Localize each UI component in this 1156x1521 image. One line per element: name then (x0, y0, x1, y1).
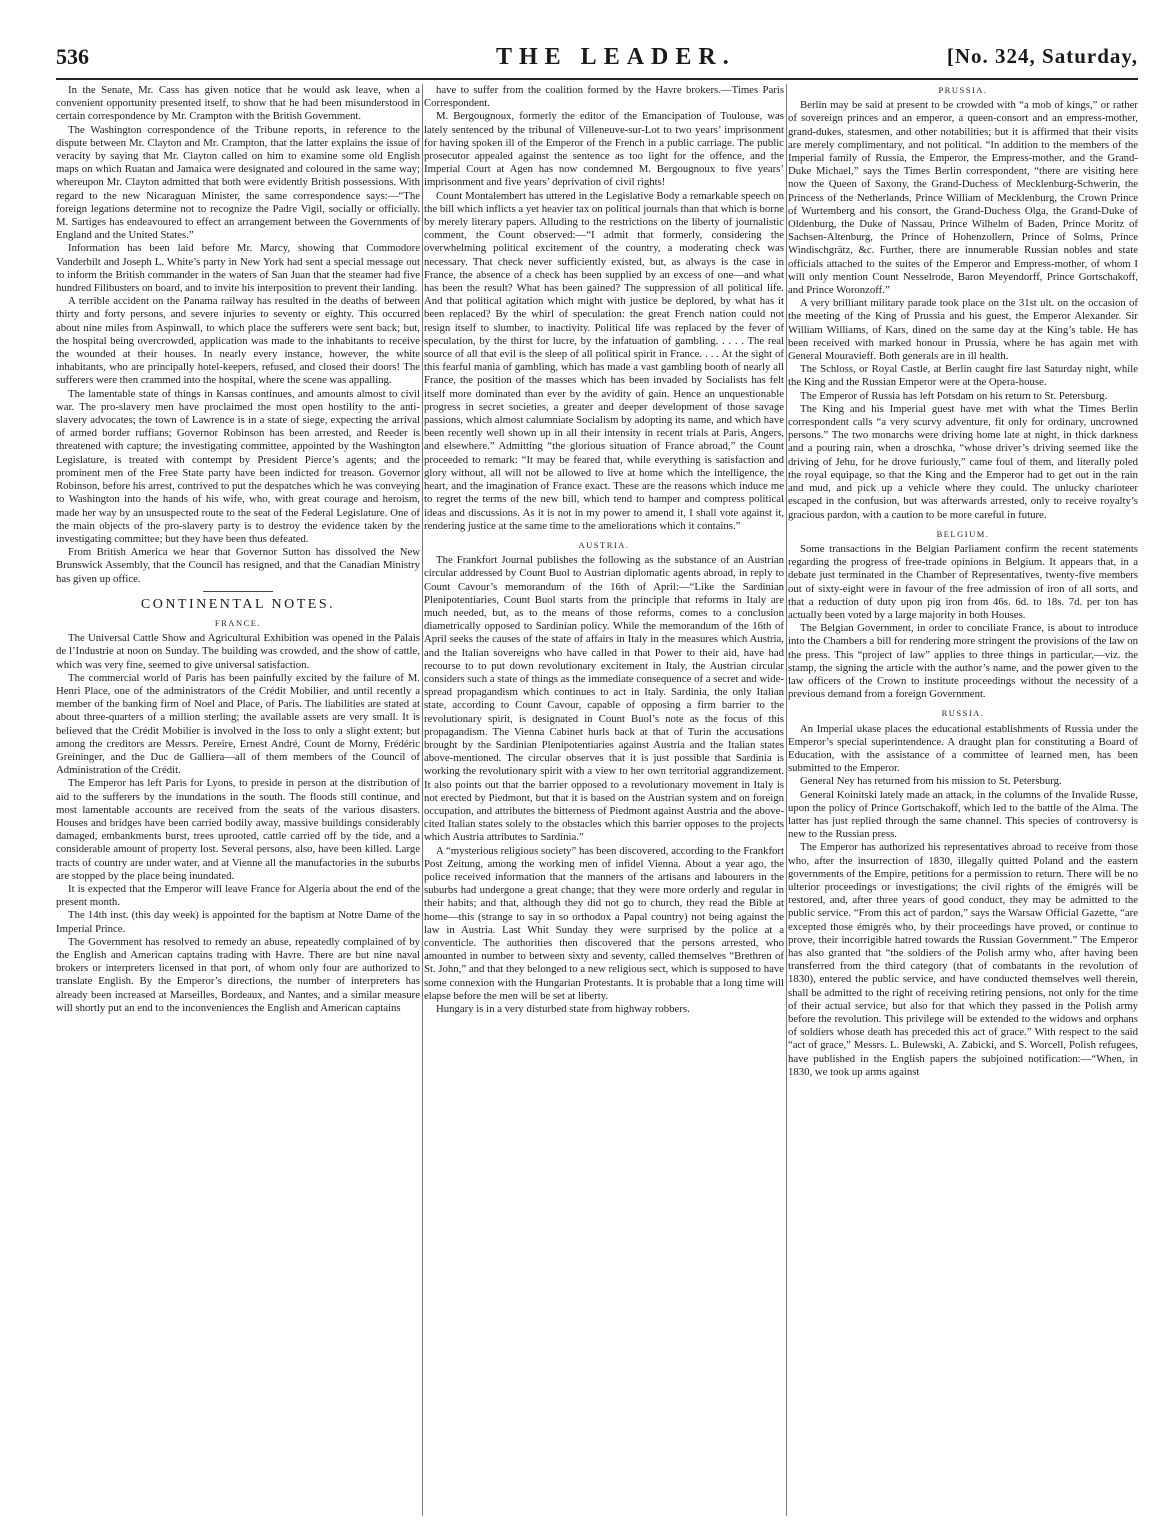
column-1 (56, 84, 420, 1516)
paragraph: Count Montalembert has uttered in the Legislative Body a remarkable speech on the bill which inflicts a yet heavier tax on political journals than that which is borne by merely literary papers. Alluding to the restrictions on the liberty of journalistic comment, the Count observed:—“I admit that formerly, considering the overwhelming political excitement of the country, a moderating check was necessary. That check never sufficiently existed, but, as always is the case in France, the absence of a check has been supplied by an excess of one—and what has been the result? What has been gained? The suppression of all political life. And that political agitation which might with justice be deplored, by what has it been replaced? By the whirl of speculation: the great French nation could not resign itself to slumber, to inactivity. Political life was replaced by the fever of speculation, by the thirst for lucre, by the infatuation of gambling. . . . . The real source of all that evil is the sleep of all political spirit in France. . . . At the sight of this fearful mania of gambling, which has made a vast gambling booth of nearly all France, the position of the masses which has been invaded by Socialists has felt itself more dominated than ever by the avidity of gain. Hence an unquestionable progress in secret societies, a greater and deeper development of those savage passions, which almost calumniate Socialism by adopting its name, and which have been recently well shown up in all their intensity in recent trials at Paris, Angers, and elsewhere.” Admitting “the glorious situation of France abroad,” the Count proceeded to remark: “It may be feared that, while everything is satisfaction and glory without, all will not be allowed to live at home which the intelligence, the heart, and the imagination of France exact. These are the reasons which induce me to regret the terms of the new bill, which tend to hamper and compress political ideas and discussions. As it is not in my power to amend it, I shall vote against it, rendering justice at the same time to the ameliorations which it contains.” (424, 189, 784, 532)
paragraph: The 14th inst. (this day week) is appointed for the baptism at Notre Dame of the Imperial Prince. (56, 909, 420, 935)
paragraph: General Ney has returned from his mission to St. Petersburg. (800, 775, 1062, 788)
paragraph: A terrible accident on the Panama railway has resulted in the deaths of between thirty and forty persons, and severe injuries to seventy or eighty. This occurred about nine miles from Aspinwall, to which place the sufferers were sent back; but, the hospital being overcrowded, application was made to the inhabitants to receive the wounded at their houses. In nearly every instance, however, the white inhabitants, who are principally hotel-keepers, refused, and closed their doors! The sufferers were then crammed into the hospital, where the scene was appalling. (56, 295, 420, 387)
paragraph: M. Bergougnoux, formerly the editor of the Emancipation of Toulouse, was lately sentenced by the tribunal of Villeneuve-sur-Lot to two years’ imprisonment for having spoken ill of the Emperor of the French in a public carriage. The public prosecutor appealed against the sentence as too light for the offence, and the Imperial Court at Agen has now condemned M. Bergougnoux to five years’ imprisonment and five years’ deprivation of civil rights! (424, 110, 784, 189)
subheading-france: FRANCE. (214, 617, 262, 628)
paragraph: The Government has resolved to remedy an abuse, repeatedly complained of by the English and American captains trading with Havre. There are but nine naval brokers or interpreters licensed in that port, of whom only four are authorized to translate English. By the Emperor’s directions, the number of interpreters has already been increased at Marseilles, Bordeaux, and Nantes, and a similar measure will shortly put an end to the inconveniences the English and American captains (56, 935, 420, 1014)
paragraph: From British America we hear that Governor Sutton has dissolved the New Brunswick Assembly, that the Council has resigned, and that the Canadian Ministry has given up office. (56, 546, 420, 585)
subheading-belgium: BELGIUM. (936, 528, 990, 539)
page-number: 536 (56, 44, 89, 69)
paragraph: The Emperor of Russia has left Potsdam on his return to St. Petersburg. (800, 389, 1108, 402)
paragraph: It is expected that the Emperor will leave France for Algeria about the end of the present month. (56, 882, 420, 909)
paragraph: An Imperial ukase places the educational establishments of Russia under the Emperor’s special superintendence. A draught plan for constituting a Board of Education, with the assistance of a committee of learned men, has been submitted to the Emperor. (788, 722, 1138, 775)
paragraph: A very brilliant military parade took place on the 31st ult. on the occasion of the meeting of the King of Prussia and his guest, the Emperor Alexander. Sir William Williams, of Kars, dined on the same day at the King’s table. He has been received with marked honour in Prussia, where he has again met with General Mouravieff. Both generals are in ill health. (788, 297, 1138, 363)
paragraph: In the Senate, Mr. Cass has given notice that he would ask leave, when a convenient opportunity presented itself, to show that he had been misunderstood in certain correspondence by Mr. Crampton with the British Government. (56, 84, 420, 123)
paragraph: The Washington correspondence of the Tribune reports, in reference to the dispute between Mr. Clayton and Mr. Crampton, that the latter explains the issue of veracity by saying that Mr. Clayton called on him to examine some old English maps on which Ruatan and Jamaica were designated and coloured in the same way; whereupon Mr. Clayton admitted that both were evidently British possessions. With regard to the new Nicaraguan Minister, the same correspondence says:—“The foreign legations determine not to recognize the Padre Vigil, socially or officially. M. Sartiges has endeavoured to effect an arrangement between the Governments of England and the United States.” (56, 123, 420, 242)
paragraph: The Emperor has authorized his representatives abroad to receive from those who, after the insurrection of 1830, illegally quitted Poland and the eastern governments of the Empire, petitions for a permission to return. There will be no ulterior proceedings or investigations; the civil rights of the émigrés will be restored, and, after three years of good conduct, they may be admitted to the public service. “From this act of pardon,” says the Warsaw Official Gazette, “are excepted those émigrés who, by their proceedings have proved, or continue to prove, their incorrigible hatred towards the Russian Government.” The Emperor has also granted that “the soldiers of the Polish army who, after having been transferred from the third category (that of combatants in the revolution of 1830), entered the public service, and have conducted themselves well therein, shall be admitted to the right of receiving retiring pensions, not only for the time of their actual service, but also for that which they passed in the Polish army before the revolution. This privilege will be extended to the widows and orphans of soldiers whose death has preceded this act of grace.” With respect to the said “act of grace,” Messrs. L. Bulewski, A. Zabicki, and S. Worcell, Polish refugees, have published in the English papers the subjoined notification:—“When, in 1830, we took up arms against (788, 841, 1138, 1078)
column-2 (424, 84, 784, 1516)
paper-title: THE LEADER. (496, 44, 736, 70)
masthead-rule (56, 78, 1138, 80)
column-divider (786, 84, 787, 1516)
column-3 (788, 84, 1138, 1516)
paragraph: The commercial world of Paris has been painfully excited by the failure of M. Henri Place, one of the administrators of the Crédit Mobilier, and until recently a member of the banking firm of Noel and Place, of Paris. The liabilities are stated at about three-quarters of a million sterling; the available assets are very small. It is believed that the Crédit Mobilier is involved in the loss to only a slight extent; but among the creditors are Messrs. Pereire, Ernest André, Count de Morny, Frédéric Greininger, and the Duc de Galliera—all of them members of the Council of Administration of the Crédit. (56, 671, 420, 777)
paragraph: Berlin may be said at present to be crowded with “a mob of kings,” or rather of sovereign princes and an emperor, a queen-consort and an empress-mother, grand-dukes, statesmen, and other notabilities; but it is affirmed that their visits are merely complimentary, and not political. “In addition to the members of the Imperial family of Russia, the Emperor, the Empress-mother, and the Grand-Duke Michael,” says the Times Berlin correspondent, “there are visiting here now the Queen of Saxony, the Grand-Duchess of Mecklenburg-Schwerin, the Princess of the Netherlands, Prince William of Mecklenburg, the Crown Prince of Wurtemberg and his consort, the Grand-Duchess Olga, the Grand-Duke of Oldenburg, the Duke of Nassau, Prince Wilhelm of Baden, Prince Moritz of Sachsen-Altenburg, the Prince of Hohenzollern, Prince of Solms, Prince Windischgrätz, &c. Further, there are innumerable Russian nobles and state officials attached to the suites of the Emperor and Empress-mother, of whom I will only mention Count Nesselrode, Baron Meyendorff, Prince Gortschakoff, and Prince Woronzoff.” (788, 99, 1138, 297)
paragraph: The Universal Cattle Show and Agricultural Exhibition was opened in the Palais de l’Industrie at noon on Sunday. The building was crowded, and the show of cattle, which was very fine, seemed to give universal satisfaction. (56, 632, 420, 671)
paragraph: Hungary is in a very disturbed state from highway robbers. (436, 1003, 690, 1016)
section-heading: CONTINENTAL NOTES. (140, 596, 336, 612)
subheading-russia: RUSSIA. (941, 708, 985, 719)
paragraph: A “mysterious religious society” has been discovered, according to the Frankfort Post Zeitung, among the working men of infidel Vienna. About a year ago, the police received information that the manners of the artisans and labourers in the suburbs had undergone a great change; that they were more orderly and regular in their habits; and that, although they did not go to church, they read the Bible at home—this (strange to say in so orthodox a Papal country) not being against the law in Austria. Last Whit Sunday they were surprised by the police at a conventicle. The authorities then discovered that the persons arrested, who amounted in number to between sixty and seventy, called themselves “Brethren of St. John,” and that they belonged to a new religious sect, which is supposed to have some connexion with the Hungarian Protestants. It is probable that a long time will elapse before the men will be set at liberty. (424, 844, 784, 1002)
section-rule (203, 591, 273, 592)
paragraph: Information has been laid before Mr. Marcy, showing that Commodore Vanderbilt and Joseph L. White’s party in New York had sent a special message out to inform the British commander in the waters of San Juan that the steamer had five hundred Filibusters on board, and to invite his interposition to prevent their landing. (56, 242, 420, 295)
paragraph: The Frankfort Journal publishes the following as the substance of an Austrian circular addressed by Count Buol to Austrian diplomatic agents abroad, in reply to Count Cavour’s memorandum of the 16th of April:—“Like the Sardinian Plenipotentiaries, Count Buol starts from the principle that reforms in Italy are much needed, but, as to the means of those reforms, comes to a conclusion diametrically opposed to Sardinian policy. While the memorandum of the 16th of April seeks the causes of the state of affairs in Italy in the measures which Austria, and the Italian sovereigns who have called in that Power to their aid, have had recourse to to put down revolutionary excitement in Italy, the Austrian circular considers such a state of things as the immediate consequence of a secret and wide-spread propagandism which continues to act in Italy. Sardinia, the only Italian state, according to Count Cavour, capable of opposing a firm barrier to the revolutionary spirit, is designated in Count Buol’s note as the focus of this propagandism. The Vienna Cabinet hurls back at that of Turin the accusations brought by the Sardinian Plenipotentiaries against Austria and the Italian states above-mentioned. The circular observes that it is just possible that Sardinia is working the revolutionary spirit with a view to her own territorial aggrandizement. It also points out that the barrier opposed to a revolutionary movement in Italy is not erected by Piedmont, but that it is based on the Austrian system and on foreign occupation, and attributes the bitterness of Piedmont against Austria and the above-cited Italian states solely to the obstacles which this barrier opposes to the projects which Austria attributes to Sardinia.” (424, 554, 784, 844)
column-divider (422, 84, 423, 1516)
issue-info: [No. 324, Saturday, (946, 44, 1138, 68)
paragraph: The Belgian Government, in order to conciliate France, is about to introduce into the Chambers a bill for rendering more stringent the provisions of the law on the press. This “project of law” applies to three things in particular,—viz. the stamp, the signing the article with the author’s name, and the power given to the law officers of the Crown to institute proceedings without the necessity of a previous demand from a foreign Government. (788, 622, 1138, 701)
subheading-prussia: PRUSSIA. (938, 85, 988, 95)
paragraph: The Schloss, or Royal Castle, at Berlin caught fire last Saturday night, while the King and the Russian Emperor were at the Opera-house. (788, 363, 1138, 389)
paragraph: General Koinitski lately made an attack, in the columns of the Invalide Russe, upon the policy of Prince Gortschakoff, which led to the battle of the Alma. The latter has just replied through the same channel. This species of controversy is new to the Russian press. (788, 788, 1138, 841)
masthead (56, 44, 1138, 80)
subheading-austria: AUSTRIA. (578, 539, 630, 550)
paragraph: The Emperor has left Paris for Lyons, to preside in person at the distribution of aid to the sufferers by the inundations in the south. The floods still continue, and most lamentable accounts are received from the seats of the various disasters. Houses and bridges have been carried bodily away, massive buildings considerably damaged, embankments burst, trees uprooted, cattle carried off by the tide, and a considerable amount of property lost. Several persons, also, have been killed. Large tracts of country are under water, and at Vienne all the manufactories in the suburbs are stopped by the place being inundated. (56, 777, 420, 882)
paragraph: have to suffer from the coalition formed by the Havre brokers.—Times Paris Correspondent. (424, 84, 784, 110)
paragraph: The King and his Imperial guest have met with what the Times Berlin correspondent calls “a very scurvy adventure, fit only for ordinary, uncrowned persons.” The two monarchs were driving home late at night, in thick darkness and a pouring rain, when a droschka, “whose driver’s driving seemed like the driving of Jehu, for he drove furiously,” came foul of them, and literally poled the royal equipage, so that the King and the Emperor had to get out in the rain and mud, and pick up a vehicle where they could. The unlucky charioteer escaped in the confusion, but was afterwards arrested, only to receive royalty’s gracious pardon, with a caution to be more careful in future. (788, 402, 1138, 521)
paragraph: Some transactions in the Belgian Parliament confirm the recent statements regarding the progress of free-trade opinions in Belgium. It appears that, in a debate just terminated in the Chamber of Representatives, twenty-five members out of sixty-eight were in favour of the free admission of iron of all sorts, and that a reduction of duty upon pig iron from 46s. 6d. to 18s. 7d. per ton has actually been voted by a large majority in both Houses. (788, 542, 1138, 621)
paragraph: The lamentable state of things in Kansas continues, and amounts almost to civil war. The pro-slavery men have proclaimed the most open hostility to the anti-slavery advocates; the town of Lawrence is in a state of siege, expecting the arrival of armed border ruffians; Governor Robinson has been arrested, and Reeder is threatened with capture; the investigating committee, appointed by the Washington Legislature, is treated with contempt by President Pierce’s agents; and the prominent men of the Free State party have been indicted for treason. Governor Robinson, before his arrest, contrived to put the despatches which he was conveying to Washington into the hands of his wife, who, with great courage and heroism, made her way by an unsuspected route to the seat of the Federal Legislature. One of the main objects of the pro-slavery party is to destroy the evidence taken by the investigating committee; but they have been thus defeated. (56, 387, 420, 545)
